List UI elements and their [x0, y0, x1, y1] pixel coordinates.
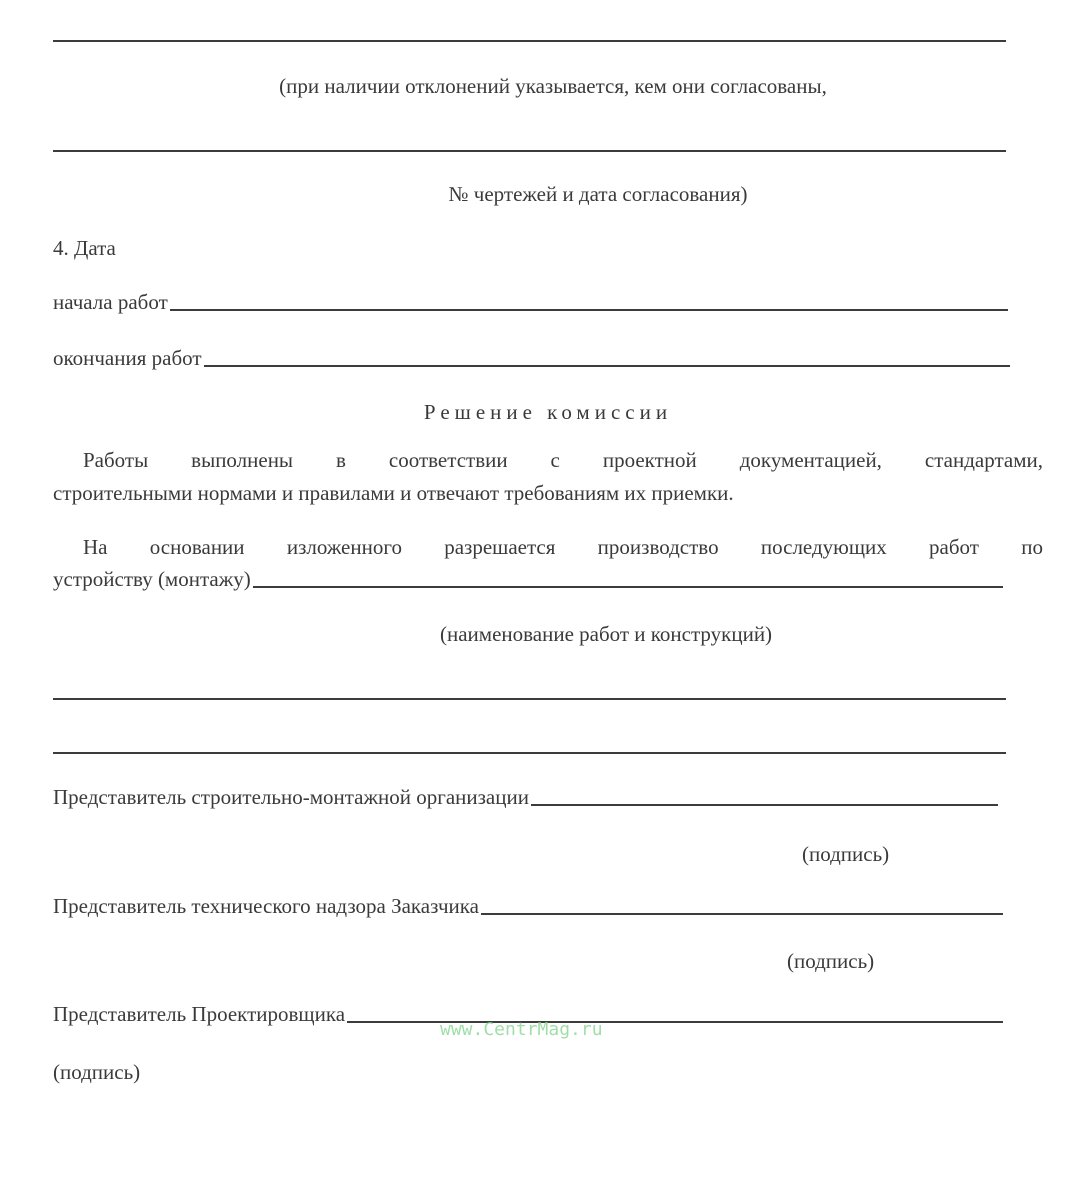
supervision-rep-field[interactable]	[53, 896, 1003, 917]
installation-works-field[interactable]	[53, 569, 1003, 590]
paragraph1-line2: строительными нормами и правилами и отвечают требованиям их приемки.	[53, 481, 734, 505]
contractor-rep-field[interactable]	[53, 787, 998, 808]
decision-paragraph	[53, 444, 1043, 510]
designer-rep-label: Представитель Проектировщика	[53, 1002, 346, 1026]
blank-line-deviations	[53, 150, 1006, 152]
contractor-rep-line[interactable]	[531, 804, 998, 806]
start-date-field[interactable]	[53, 292, 1008, 313]
watermark-text: www.CentrMag.ru	[440, 1019, 603, 1040]
date-label: 4. Дата	[53, 236, 116, 260]
permission-paragraph	[53, 531, 1043, 564]
end-date-line[interactable]	[204, 365, 1010, 367]
decision-heading: Решение комиссии	[423, 400, 673, 424]
installation-label: устройству (монтажу)	[53, 567, 251, 591]
contractor-rep-label: Представитель строительно-монтажной организации	[53, 785, 529, 809]
end-date-field[interactable]	[53, 348, 1010, 369]
paragraph1-line1: Работы выполнены в соответствии с проектной документацией, стандартами,	[83, 448, 1043, 472]
installation-line[interactable]	[253, 586, 1003, 588]
signature-caption-3: (подпись)	[53, 1060, 141, 1084]
blank-line-works-2[interactable]	[53, 752, 1006, 754]
drawings-caption: № чертежей и дата согласования)	[448, 182, 748, 206]
signature-caption-1: (подпись)	[802, 842, 890, 866]
start-date-line[interactable]	[170, 309, 1008, 311]
deviations-caption: (при наличии отклонений указывается, кем они согласованы,	[279, 74, 827, 98]
start-date-label: начала работ	[53, 290, 168, 314]
works-caption: (наименование работ и конструкций)	[440, 622, 773, 646]
end-date-label: окончания работ	[53, 346, 202, 370]
signature-caption-2: (подпись)	[787, 949, 875, 973]
paragraph2-line1: На основании изложенного разрешается производство последующих работ по	[83, 535, 1043, 559]
supervision-rep-label: Представитель технического надзора Заказчика	[53, 894, 479, 918]
blank-line-top	[53, 40, 1006, 42]
supervision-rep-line[interactable]	[481, 913, 1003, 915]
blank-line-works-1[interactable]	[53, 698, 1006, 700]
